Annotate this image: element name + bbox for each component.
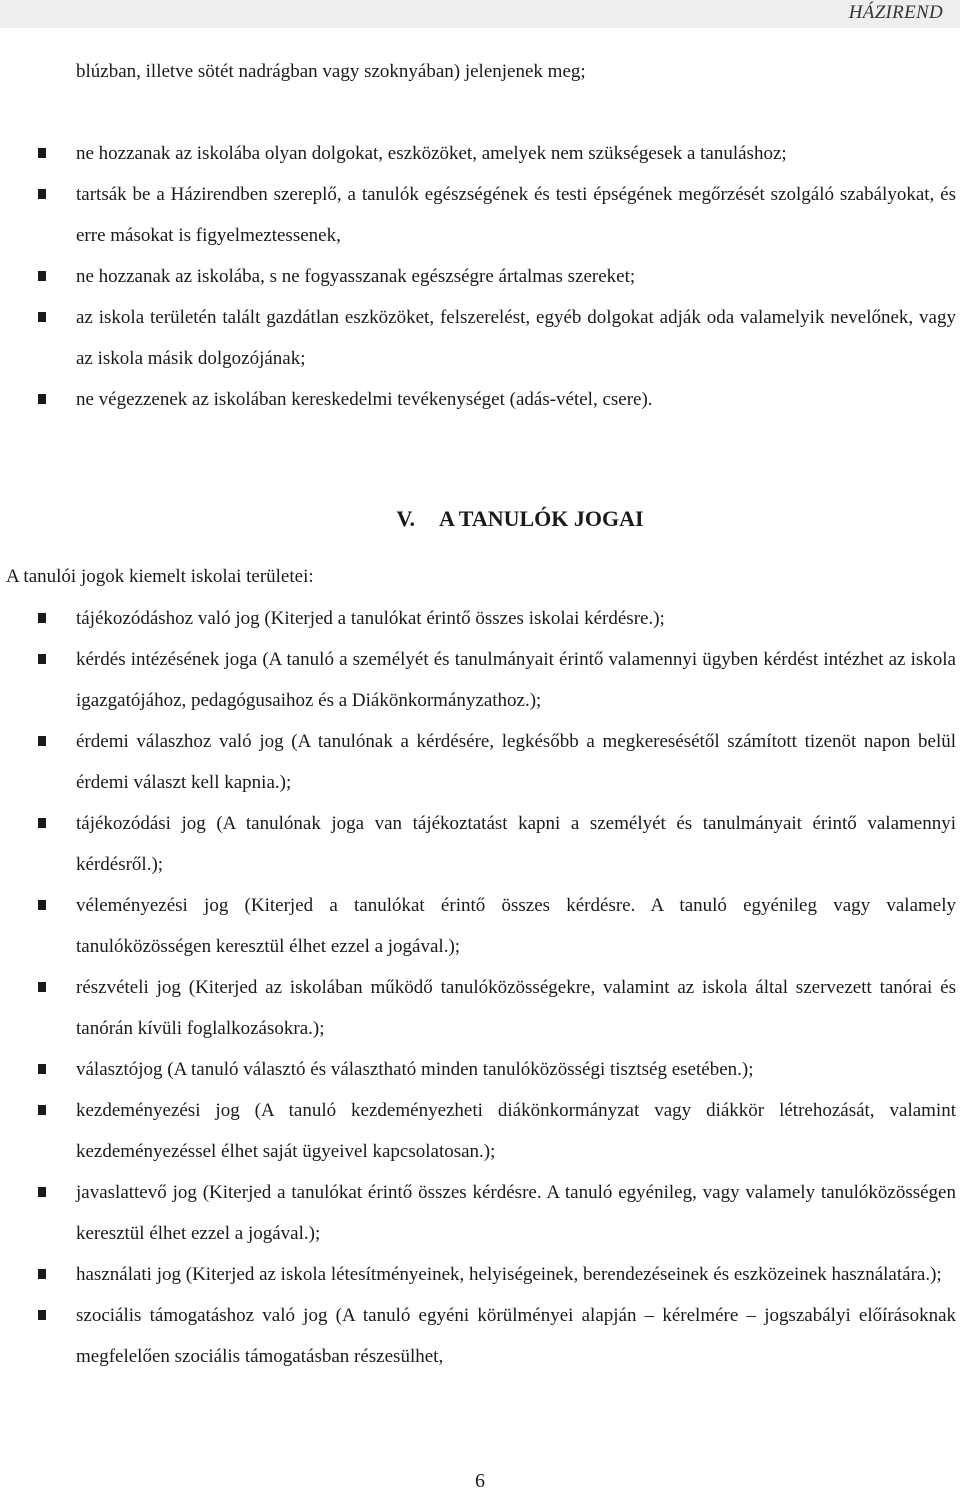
list-item bbox=[0, 1090, 960, 1172]
list-item bbox=[0, 174, 960, 256]
page-header bbox=[0, 0, 960, 28]
square-bullet-icon bbox=[38, 148, 46, 158]
list-item-text: választójog (A tanuló választó és választható minden tanulóközösségi tisztség esetében.); bbox=[76, 1059, 754, 1080]
list-item-text: részvételi jog (Kiterjed az iskolában működő tanulóközösségekre, valamint az iskola által szervezett tanórai és tanórán kívüli foglalkozásokra.); bbox=[76, 977, 956, 1039]
square-bullet-icon bbox=[38, 1105, 46, 1115]
list-item bbox=[0, 721, 960, 803]
list-item-text: kezdeményezési jog (A tanuló kezdeményezheti diákönkormányzat vagy diákkör létrehozását, valamint kezdeményezéssel élhet saját ügyeivel kapcsolatosan.); bbox=[76, 1100, 956, 1162]
student-duties-list bbox=[0, 133, 960, 420]
list-item-text: ne végezzenek az iskolában kereskedelmi tevékenységet (adás-vétel, csere). bbox=[76, 389, 653, 410]
list-item-text: ne hozzanak az iskolába, s ne fogyasszanak egészségre ártalmas szereket; bbox=[76, 266, 636, 287]
square-bullet-icon bbox=[38, 736, 46, 746]
list-item bbox=[0, 256, 960, 297]
list-item bbox=[0, 1172, 960, 1254]
section-number: V. bbox=[396, 506, 415, 531]
list-item-text: ne hozzanak az iskolába olyan dolgokat, eszközöket, amelyek nem szükségesek a tanuláshoz; bbox=[76, 143, 787, 164]
list-item-text: kérdés intézésének joga (A tanuló a személyét és tanulmányait érintő valamennyi ügyben kérdést intézhet az iskola igazgatójához, pedagógusaihoz és a Diákönkormányzathoz.); bbox=[76, 649, 956, 711]
list-item-text: érdemi válaszhoz való jog (A tanulónak a kérdésére, legkésőbb a megkeresésétől számított tizenöt napon belül érdemi választ kell kapnia.); bbox=[76, 731, 956, 793]
square-bullet-icon bbox=[38, 818, 46, 828]
section-heading bbox=[0, 506, 960, 532]
student-rights-list bbox=[0, 598, 960, 1377]
list-item-text: szociális támogatáshoz való jog (A tanuló egyéni körülményei alapján – kérelmére – jogszabályi előírásoknak megfelelően szociális támogatásban részesülhet, bbox=[76, 1305, 956, 1367]
list-item bbox=[0, 598, 960, 639]
square-bullet-icon bbox=[38, 1064, 46, 1074]
list-item bbox=[0, 133, 960, 174]
list-item bbox=[0, 1254, 960, 1295]
square-bullet-icon bbox=[38, 654, 46, 664]
list-item-text: az iskola területén talált gazdátlan eszközöket, felszerelést, egyéb dolgokat adják oda valamelyik nevelőnek, vagy az iskola másik dolgozójának; bbox=[76, 307, 956, 369]
section-lead: A tanulói jogok kiemelt iskolai területei: bbox=[6, 566, 314, 587]
list-item bbox=[0, 803, 960, 885]
list-item bbox=[0, 379, 960, 420]
list-item bbox=[0, 1295, 960, 1377]
list-item bbox=[0, 885, 960, 967]
square-bullet-icon bbox=[38, 312, 46, 322]
square-bullet-icon bbox=[38, 271, 46, 281]
list-item-text: tájékozódási jog (A tanulónak joga van tájékoztatást kapni a személyét és tanulmányait érintő valamennyi kérdésről.); bbox=[76, 813, 956, 875]
square-bullet-icon bbox=[38, 900, 46, 910]
square-bullet-icon bbox=[38, 613, 46, 623]
list-item bbox=[0, 639, 960, 721]
page-number: 6 bbox=[475, 1470, 485, 1492]
square-bullet-icon bbox=[38, 189, 46, 199]
continuation-line: blúzban, illetve sötét nadrágban vagy szoknyában) jelenjenek meg; bbox=[76, 61, 586, 82]
list-item bbox=[0, 967, 960, 1049]
list-item-text: használati jog (Kiterjed az iskola létesítményeinek, helyiségeinek, berendezéseinek és eszközeinek használatára.); bbox=[76, 1264, 942, 1285]
list-item-text: tájékozódáshoz való jog (Kiterjed a tanulókat érintő összes iskolai kérdésre.); bbox=[76, 608, 665, 629]
square-bullet-icon bbox=[38, 1187, 46, 1197]
section-title: A TANULÓK JOGAI bbox=[439, 506, 644, 531]
list-item-text: véleményezési jog (Kiterjed a tanulókat érintő összes kérdésre. A tanuló egyénileg vagy valamely tanulóközösségen keresztül élhet ezzel a jogával.); bbox=[76, 895, 956, 957]
list-item-text: javaslattevő jog (Kiterjed a tanulókat érintő összes kérdésre. A tanuló egyénileg, vagy valamely tanulóközösségen keresztül élhet ezzel a jogával.); bbox=[76, 1182, 956, 1244]
square-bullet-icon bbox=[38, 394, 46, 404]
square-bullet-icon bbox=[38, 1269, 46, 1279]
header-title: HÁZIREND bbox=[848, 2, 943, 23]
square-bullet-icon bbox=[38, 1310, 46, 1320]
list-item bbox=[0, 1049, 960, 1090]
square-bullet-icon bbox=[38, 982, 46, 992]
list-item-text: tartsák be a Házirendben szereplő, a tanulók egészségének és testi épségének megőrzését szolgáló szabályokat, és erre másokat is figyelmeztessenek, bbox=[76, 184, 956, 246]
list-item bbox=[0, 297, 960, 379]
